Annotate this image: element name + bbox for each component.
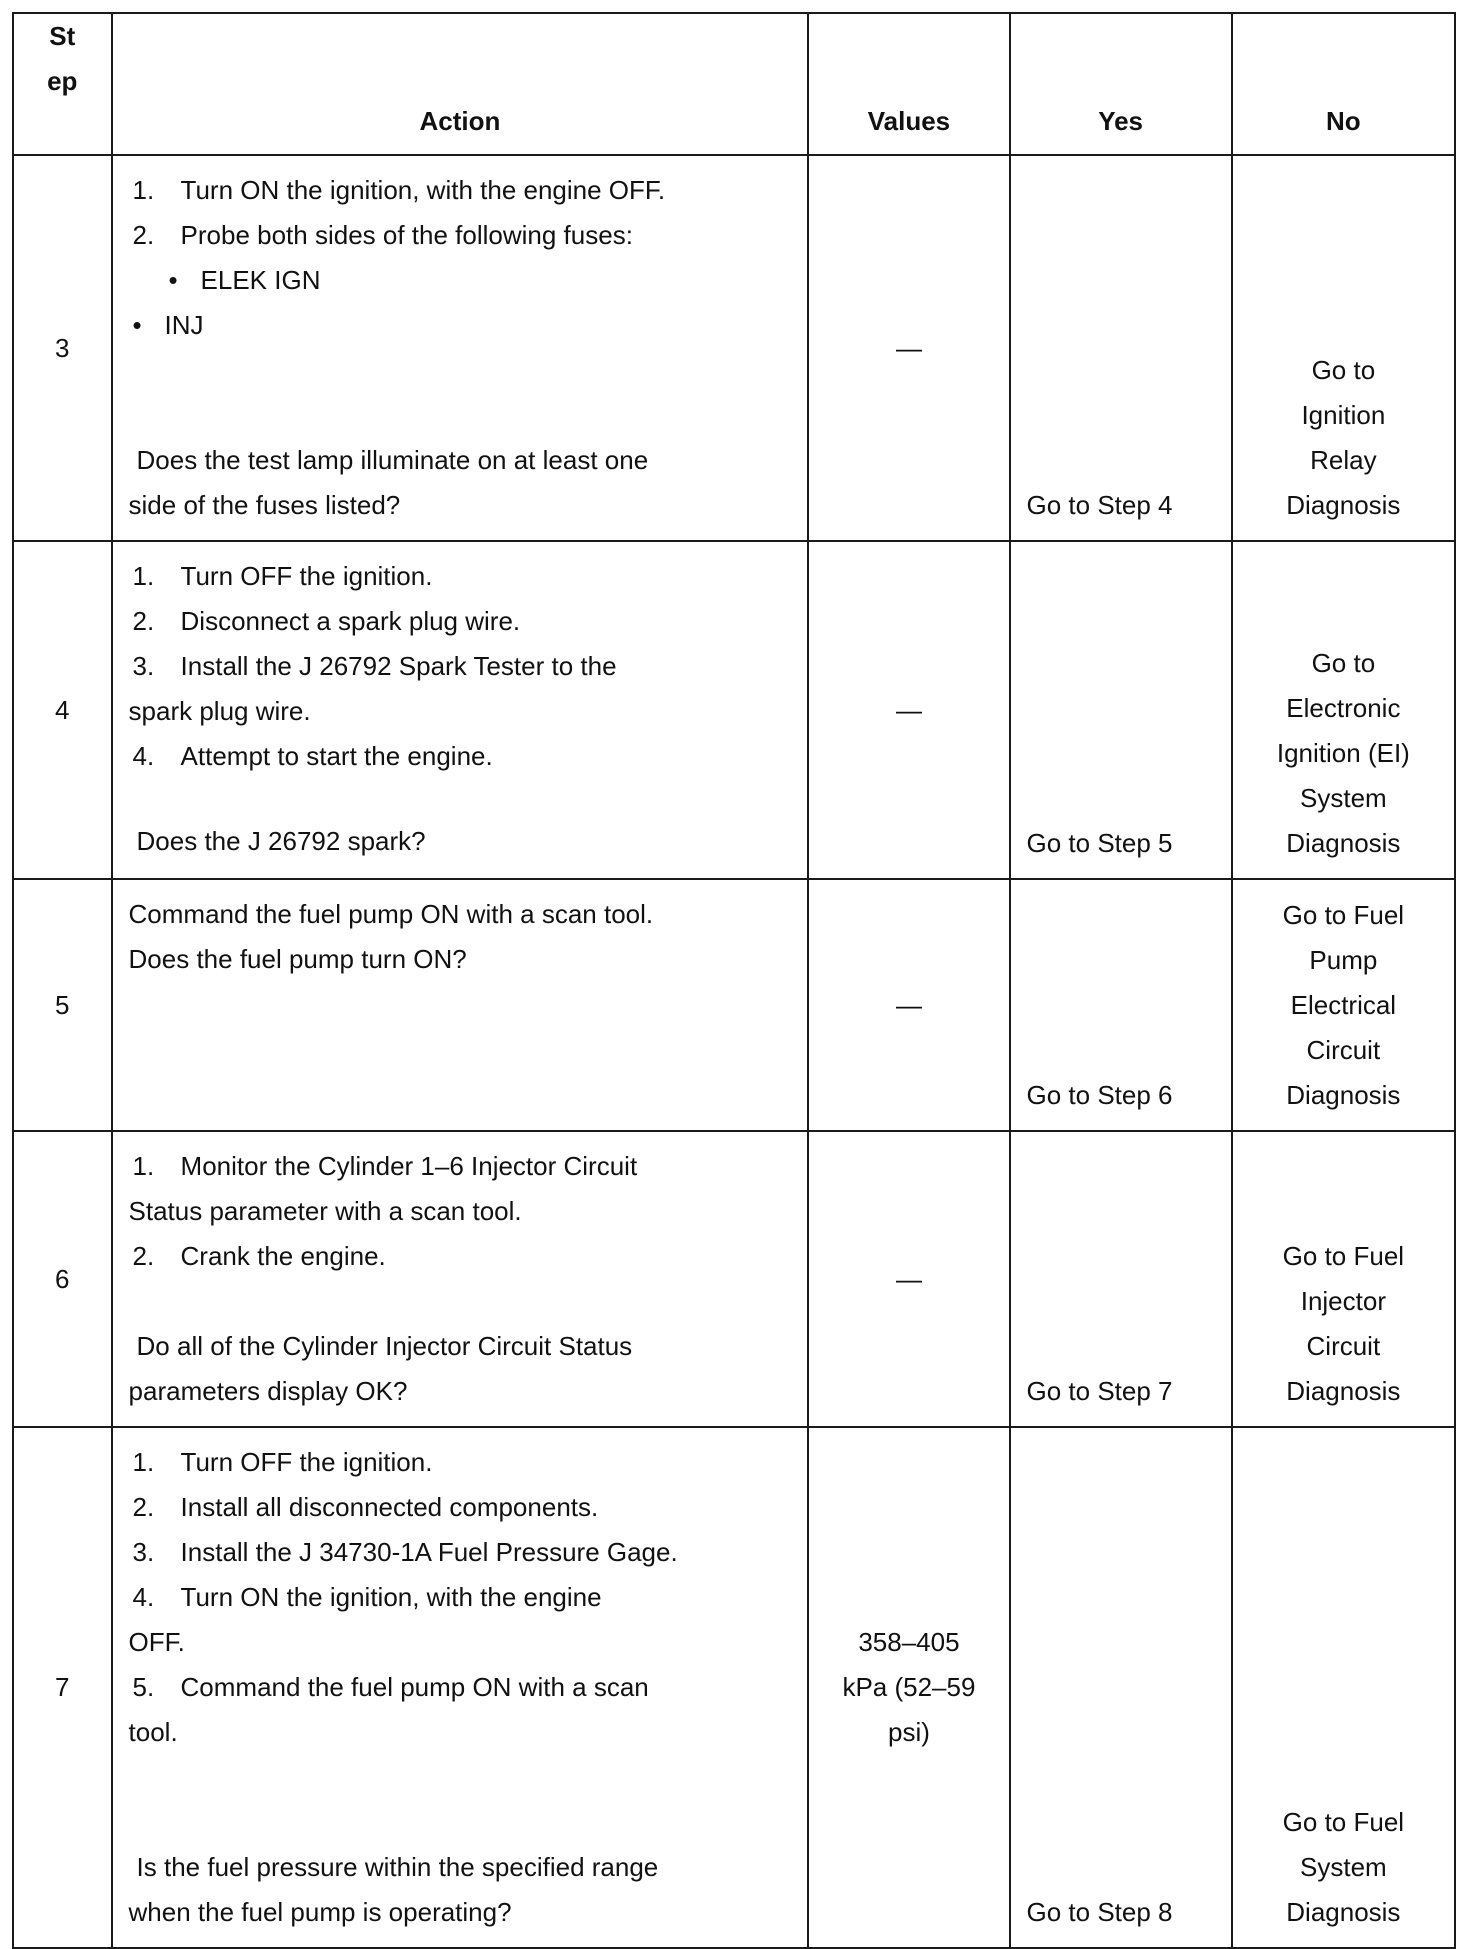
step-number: 7 — [13, 1427, 112, 1948]
step-number: 4 — [13, 541, 112, 879]
header-step-line2: ep — [47, 66, 78, 96]
question-line: Does the test lamp illuminate on at least one — [136, 445, 649, 475]
action-item: 4. Attempt to start the engine. — [132, 741, 493, 771]
action-continuation: spark plug wire. — [128, 696, 311, 726]
table-row — [13, 1131, 1455, 1427]
action-item: 5. Command the fuel pump ON with a scan — [132, 1672, 649, 1702]
action-item: 3. Install the J 34730-1A Fuel Pressure Gage. — [132, 1537, 678, 1567]
action-continuation: tool. — [128, 1717, 178, 1747]
step-number: 5 — [13, 879, 112, 1131]
table-row — [13, 1427, 1455, 1948]
no-cell: Go to Fuel System Diagnosis — [1232, 1427, 1455, 1948]
yes-cell: Go to Step 5 — [1010, 541, 1232, 879]
header-action: Action — [112, 13, 809, 155]
question-line: side of the fuses listed? — [128, 490, 401, 520]
action-item: 1. Turn OFF the ignition. — [132, 561, 433, 591]
action-item: 3. Install the J 26792 Spark Tester to the — [132, 651, 617, 681]
value-cell: — — [808, 155, 1009, 541]
action-item: 1. Monitor the Cylinder 1–6 Injector Circuit — [132, 1151, 638, 1181]
action-line: Does the fuel pump turn ON? — [128, 944, 467, 974]
header-values: Values — [808, 13, 1009, 155]
yes-cell: Go to Step 7 — [1010, 1131, 1232, 1427]
question-line: when the fuel pump is operating? — [128, 1897, 512, 1927]
action-item: 2. Crank the engine. — [132, 1241, 386, 1271]
header-step-line1: St — [49, 21, 76, 51]
action-cell — [112, 1131, 809, 1427]
yes-cell: Go to Step 8 — [1010, 1427, 1232, 1948]
header-row — [13, 13, 1455, 155]
no-cell: Go to Ignition Relay Diagnosis — [1232, 155, 1455, 541]
header-no: No — [1232, 13, 1455, 155]
yes-cell: Go to Step 4 — [1010, 155, 1232, 541]
question-line: Is the fuel pressure within the specified range — [136, 1852, 659, 1882]
value-cell: — — [808, 541, 1009, 879]
no-cell: Go to Fuel Pump Electrical Circuit Diagnosis — [1232, 879, 1455, 1131]
action-cell — [112, 155, 809, 541]
question-line: Does the J 26792 spark? — [136, 826, 426, 856]
value-cell: — — [808, 879, 1009, 1131]
no-cell: Go to Fuel Injector Circuit Diagnosis — [1232, 1131, 1455, 1427]
action-cell — [112, 541, 809, 879]
question-line: parameters display OK? — [128, 1376, 408, 1406]
action-item: 2. Probe both sides of the following fuses: — [132, 220, 633, 250]
question-line: Do all of the Cylinder Injector Circuit Status — [136, 1331, 633, 1361]
bullet-item: • ELEK IGN — [168, 265, 321, 295]
action-line: Command the fuel pump ON with a scan tool. — [128, 899, 654, 929]
action-item: 4. Turn ON the ignition, with the engine — [132, 1582, 602, 1612]
step-number: 6 — [13, 1131, 112, 1427]
header-yes: Yes — [1010, 13, 1232, 155]
action-continuation: OFF. — [128, 1627, 185, 1657]
yes-cell: Go to Step 6 — [1010, 879, 1232, 1131]
action-continuation: Status parameter with a scan tool. — [128, 1196, 522, 1226]
header-step — [13, 13, 112, 155]
action-item: 1. Turn ON the ignition, with the engine OFF. — [132, 175, 666, 205]
no-cell: Go to Electronic Ignition (EI) System Diagnosis — [1232, 541, 1455, 879]
table-row — [13, 541, 1455, 879]
action-item: 2. Install all disconnected components. — [132, 1492, 599, 1522]
table-row — [13, 879, 1455, 1131]
value-cell: — — [808, 1131, 1009, 1427]
step-number: 3 — [13, 155, 112, 541]
bullet-item: • INJ — [132, 310, 204, 340]
action-cell — [112, 1427, 809, 1948]
table-row — [13, 155, 1455, 541]
value-cell: 358–405 kPa (52–59 psi) — [808, 1427, 1009, 1948]
diagnostic-table — [12, 12, 1456, 1949]
action-item: 1. Turn OFF the ignition. — [132, 1447, 433, 1477]
action-cell — [112, 879, 809, 1131]
action-item: 2. Disconnect a spark plug wire. — [132, 606, 521, 636]
